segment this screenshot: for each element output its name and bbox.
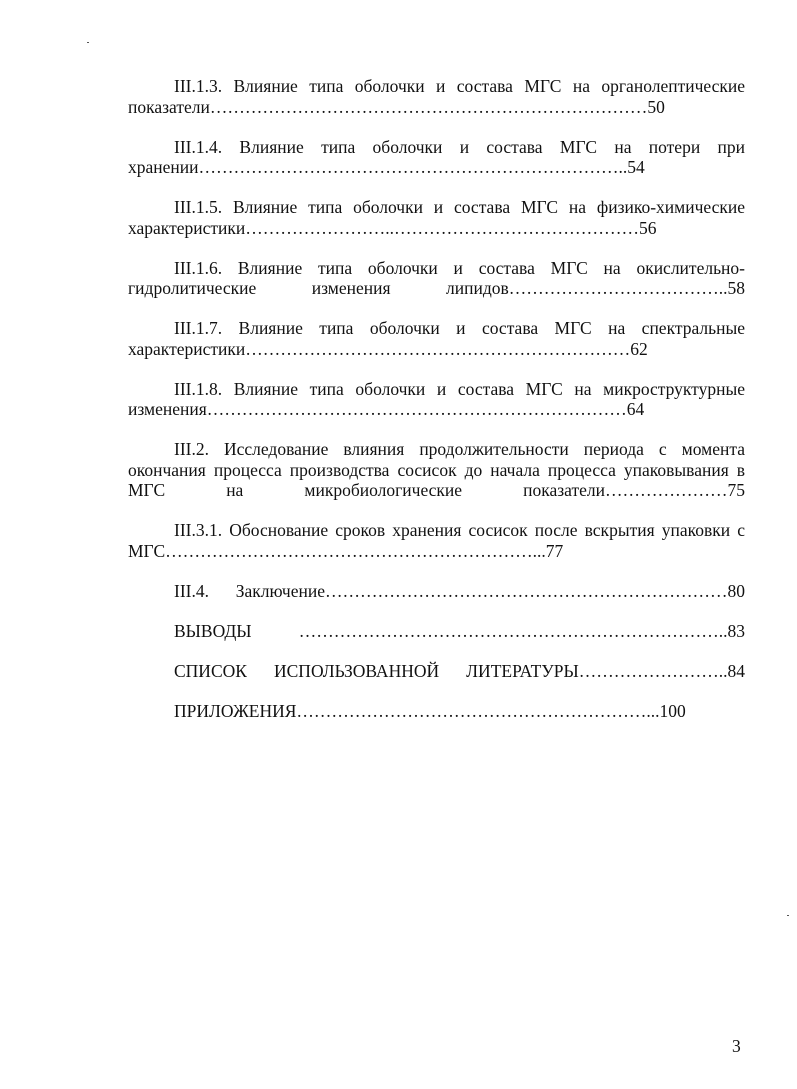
table-of-contents: [128, 76, 745, 721]
toc-heading-appendices: [128, 701, 745, 722]
toc-entry-line: характеристики……………………..……………………………………56: [128, 217, 657, 238]
page-number: 3: [732, 1036, 741, 1056]
toc-heading-line: ПРИЛОЖЕНИЯ……………………………………………………...100: [174, 700, 686, 721]
toc-entry-iii-1-8: [128, 379, 745, 420]
toc-entry-iii-1-6: [128, 258, 745, 299]
toc-entry-line: III.2. Исследование влияния продолжительности периода с момента: [174, 439, 745, 459]
toc-entry-line: упаковки с МГС………………………………………………………...77: [128, 520, 745, 561]
toc-entry-line: упаковывания в МГС на микробиологические показатели…………………75: [128, 459, 746, 500]
toc-entry-line: III.1.6. Влияние типа оболочки и состава МГС на окислительно-: [174, 257, 745, 278]
toc-entry-iii-3-1: [128, 520, 745, 561]
toc-entry-iii-1-4: [128, 137, 745, 178]
toc-entry-iii-1-3: [128, 76, 745, 117]
toc-entry-line: гидролитические изменения липидов………………………………..58: [128, 278, 745, 298]
toc-entry-line: хранении………………………………………………………………..54: [128, 157, 645, 177]
toc-entry-line: III.1.7. Влияние типа оболочки и состава МГС на спектральные: [174, 318, 745, 338]
toc-heading-line: СПИСОК ИСПОЛЬЗОВАННОЙ ЛИТЕРАТУРЫ……………………..84: [174, 660, 745, 681]
toc-entry-line: III.1.8. Влияние типа оболочки и состава МГС на микроструктурные: [174, 378, 745, 399]
toc-entry-line: III.1.4. Влияние типа оболочки и состава МГС на потери при: [174, 136, 745, 157]
toc-entry-line: III.3.1. Обоснование сроков хранения сосисок после вскрытия: [174, 520, 655, 540]
toc-heading-line: ВЫВОДЫ ………………………………………………………………..83: [174, 620, 745, 641]
toc-entry-line: показатели…………………………………………………………………50: [128, 96, 665, 117]
toc-entry-iii-1-5: [128, 197, 745, 238]
toc-heading-literature: [128, 661, 745, 682]
toc-entry-line: изменения………………………………………………………………64: [128, 399, 645, 419]
toc-heading-vyvody: [128, 621, 745, 642]
toc-entry-line: окончания процесса производства сосисок до начала процесса: [128, 459, 616, 480]
scan-speck: [787, 915, 789, 916]
scan-speck: [87, 42, 89, 43]
toc-entry-line: характеристики…………………………………………………………62: [128, 338, 648, 359]
toc-entry-line: III.1.5. Влияние типа оболочки и состава МГС на физико-химические: [174, 197, 745, 217]
toc-entry-line: III.1.3. Влияние типа оболочки и состава МГС на органолептические: [174, 76, 745, 96]
toc-entry-iii-2: [128, 439, 745, 501]
toc-entry-iii-4: [128, 581, 745, 602]
toc-entry-line: III.4. Заключение……………………………………………………………80: [174, 580, 745, 601]
toc-entry-iii-1-7: [128, 318, 745, 359]
